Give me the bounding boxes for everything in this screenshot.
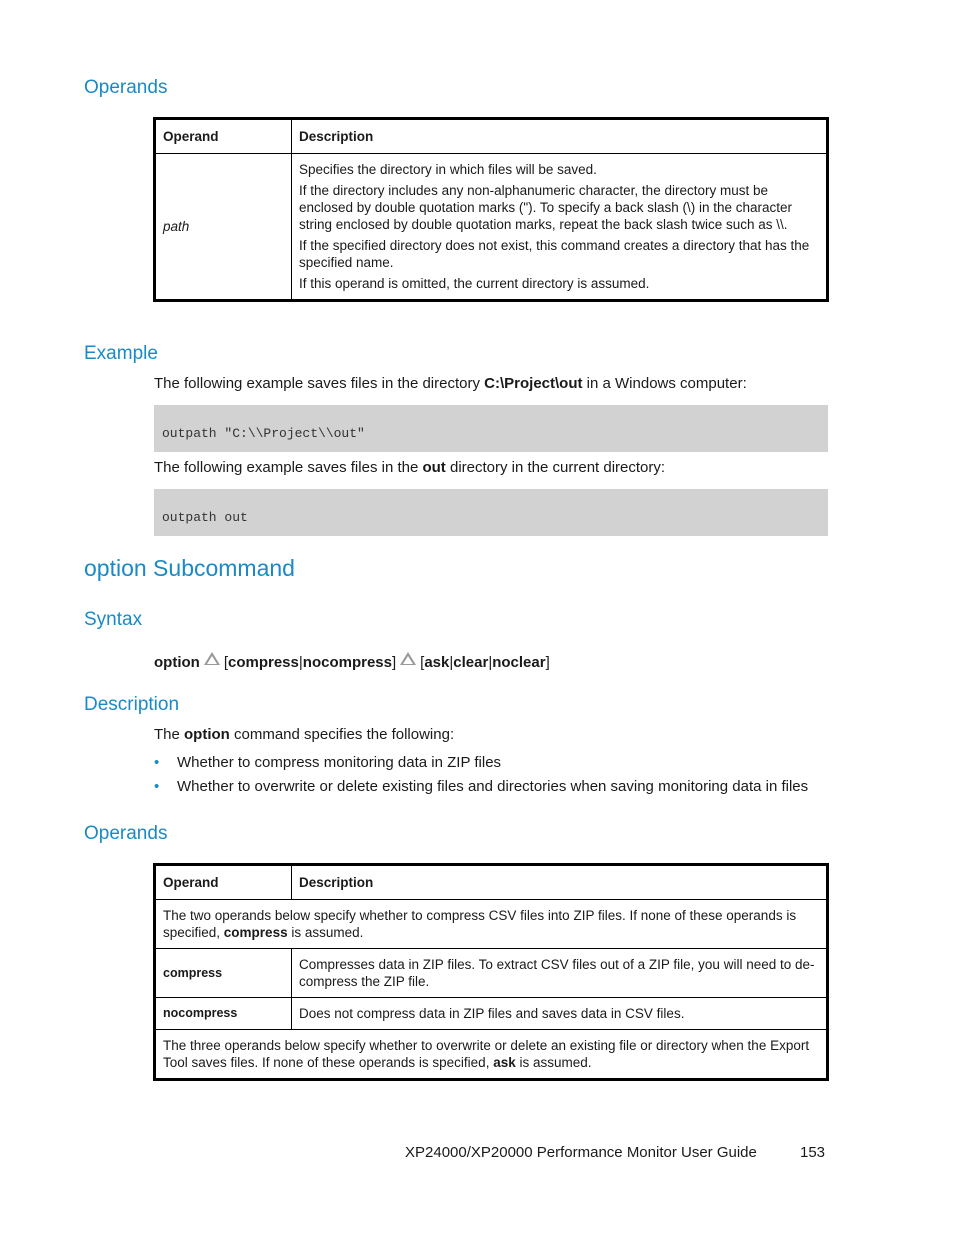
table-row bbox=[155, 1030, 828, 1080]
ask-bold: ask bbox=[493, 1055, 516, 1070]
footer-guide-title: XP24000/XP20000 Performance Monitor User Guide bbox=[405, 1144, 757, 1161]
separator: | bbox=[449, 654, 454, 671]
syntax-line bbox=[154, 652, 550, 671]
col-header-description: Description bbox=[292, 119, 828, 154]
table-row bbox=[155, 998, 828, 1030]
operand-nocompress: nocompress bbox=[155, 998, 292, 1030]
description-text bbox=[154, 726, 454, 743]
syntax-cmd: option bbox=[154, 654, 200, 671]
description-compress: Compresses data in ZIP files. To extract CSV files out of a ZIP file, you will need to de-compress the ZIP file. bbox=[292, 949, 828, 998]
syntax-clear: clear bbox=[453, 654, 489, 671]
col-header-operand: Operand bbox=[155, 119, 292, 154]
option-bold: option bbox=[184, 726, 230, 743]
operands-table bbox=[153, 117, 829, 302]
description-paragraph: If the specified directory does not exist, this command creates a directory that has the specified name. bbox=[299, 238, 810, 270]
text-run: The bbox=[154, 726, 185, 743]
list-item bbox=[154, 754, 808, 778]
text-run: The three operands below specify whether to overwrite or delete an existing file or directory when the Export Tool saves files. If none of these operands is specified, bbox=[163, 1038, 810, 1070]
option-operands-table bbox=[153, 863, 829, 1081]
list-item bbox=[154, 778, 808, 802]
bracket: [ bbox=[420, 654, 425, 671]
dir-bold: out bbox=[422, 459, 446, 476]
table-row bbox=[155, 900, 828, 949]
separator: | bbox=[298, 654, 303, 671]
description-path bbox=[292, 154, 828, 301]
example-text-2 bbox=[154, 459, 665, 476]
text-run: is assumed. bbox=[515, 1055, 592, 1070]
option-subcommand-title: option Subcommand bbox=[84, 555, 295, 581]
table-header-row bbox=[155, 865, 828, 900]
span-row-compress-group bbox=[155, 900, 828, 949]
syntax-compress: compress bbox=[228, 654, 299, 671]
bullet-text: Whether to overwrite or delete existing files and directories when saving monitoring data in files bbox=[177, 778, 809, 795]
syntax-noclear: noclear bbox=[492, 654, 546, 671]
text-run: The two operands below specify whether to compress CSV files into ZIP files. If none of these operands is specified, bbox=[163, 908, 797, 940]
description-nocompress: Does not compress data in ZIP files and saves data in CSV files. bbox=[292, 998, 828, 1030]
code-block-1: outpath "C:\\Project\\out" bbox=[154, 405, 828, 452]
text-run: directory in the current directory: bbox=[445, 459, 666, 476]
operands-heading: Operands bbox=[84, 77, 168, 98]
operands-heading-2: Operands bbox=[84, 823, 168, 844]
bracket: ] bbox=[391, 654, 397, 671]
text-run: in a Windows computer: bbox=[582, 375, 747, 392]
syntax-ask: ask bbox=[424, 654, 450, 671]
description-paragraph: Specifies the directory in which files will be saved. bbox=[299, 162, 597, 177]
col-header-description: Description bbox=[292, 865, 828, 900]
path-bold: C:\Project\out bbox=[484, 375, 583, 392]
bullet-list bbox=[154, 754, 808, 802]
bullet-icon: • bbox=[154, 778, 160, 795]
operand-path: path bbox=[155, 154, 292, 301]
span-row-overwrite-group bbox=[155, 1030, 828, 1080]
table-row bbox=[155, 949, 828, 998]
description-heading: Description bbox=[84, 694, 180, 715]
space-triangle-icon bbox=[204, 652, 220, 665]
example-text-1 bbox=[154, 375, 747, 392]
bullet-icon: • bbox=[154, 754, 160, 771]
text-run: command specifies the following: bbox=[229, 726, 455, 743]
syntax-heading: Syntax bbox=[84, 609, 143, 630]
table-header-row bbox=[155, 119, 828, 154]
col-header-operand: Operand bbox=[155, 865, 292, 900]
page-number: 153 bbox=[800, 1144, 826, 1161]
text-run: The following example saves files in the bbox=[154, 459, 423, 476]
space-triangle-icon bbox=[400, 652, 416, 665]
bracket: ] bbox=[545, 654, 550, 671]
description-paragraph: If this operand is omitted, the current directory is assumed. bbox=[299, 276, 650, 291]
bullet-text: Whether to compress monitoring data in ZIP files bbox=[177, 754, 502, 771]
table-row bbox=[155, 154, 828, 301]
syntax-nocompress: nocompress bbox=[302, 654, 392, 671]
code-block-2: outpath out bbox=[154, 489, 828, 536]
separator: | bbox=[488, 654, 493, 671]
description-paragraph: If the directory includes any non-alphanumeric character, the directory must be enclosed by double quotation marks ("). To specify a back slash (\) in the character string enclosed by double quotation marks, repeat the back slash twice such as \\. bbox=[299, 183, 793, 232]
operand-compress: compress bbox=[155, 949, 292, 998]
bracket: [ bbox=[223, 654, 228, 671]
text-run: is assumed. bbox=[287, 925, 364, 940]
text-run: The following example saves files in the directory bbox=[154, 375, 485, 392]
compress-bold: compress bbox=[223, 925, 288, 940]
example-heading: Example bbox=[84, 343, 158, 364]
